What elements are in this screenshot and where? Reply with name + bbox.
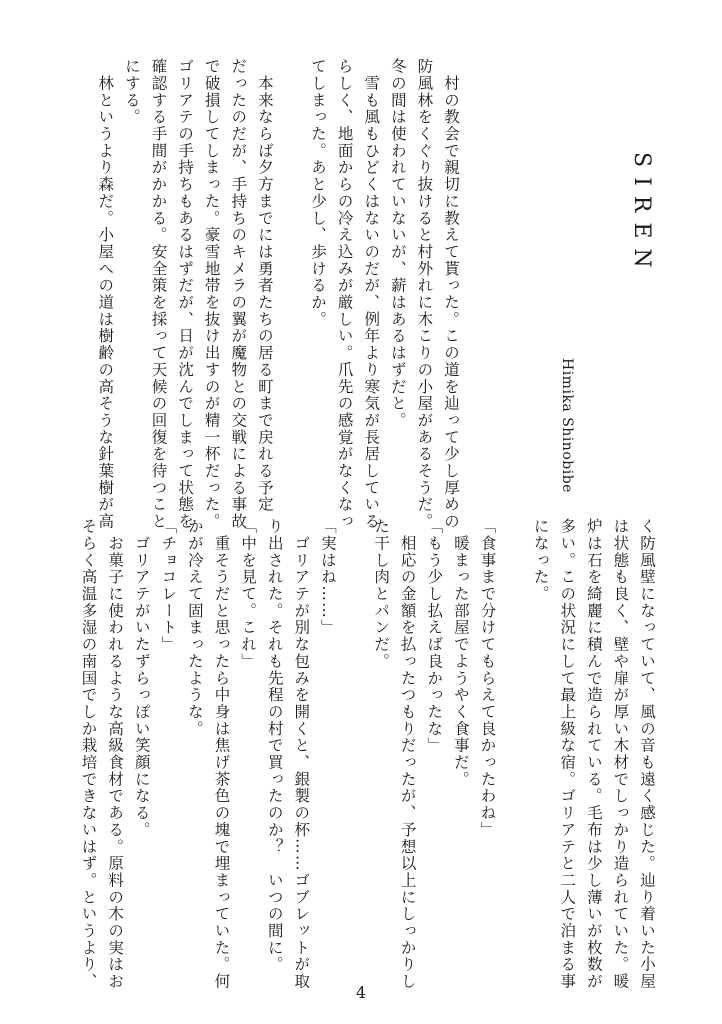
text-column: 「チョコレート」 — [159, 518, 178, 653]
text-column: く防風壁になっていて、風の音も遠く感じた。辿り着いた小屋 — [638, 518, 656, 990]
text-column: た干し肉とパンだ。 — [372, 518, 391, 670]
text-column: 確認する手間がかかる。安全策を採って天候の回復を待つこと — [149, 58, 168, 530]
text-column: 相応の金額を払ったつもりだったが、予想以上にしっかりし — [398, 518, 417, 990]
text-column — [341, 518, 368, 980]
text-column: になった。 — [531, 518, 550, 603]
text-column: 「中を見て。これ」 — [239, 518, 258, 670]
text-column: にする。 — [122, 58, 141, 126]
text-column: 暖まった部屋でようやく食事だ。 — [451, 518, 470, 788]
text-column: 多い。この状況にして最上級な宿。ゴリアテと二人で泊まる事 — [558, 518, 577, 990]
text-column: 「もう少し払えば良かったな」 — [425, 518, 444, 754]
text-column: 防風林をくぐり抜けると村外れに木こりの小屋があるそうだ。 — [415, 58, 434, 530]
page-number: 4 — [355, 983, 367, 1002]
text-column: 冬の間は使われていないが、薪はあるはずだと。 — [388, 58, 407, 429]
text-column: 炉は石を綺麗に積んで造られている。毛布は少し薄いが枚数が — [584, 518, 603, 990]
text-column: 重そうだと思ったら中身は焦げ茶色の塊で埋まっていた。何 — [212, 518, 231, 990]
text-column: そらく高温多湿の南国でしか栽培できないはず。というより、 — [79, 518, 98, 990]
text-column — [500, 518, 527, 980]
text-column: で破損してしまった。豪雪地帯を抜け出すのが精一杯だった。 — [202, 58, 221, 530]
author-name: Himika Shinobibe — [559, 358, 575, 493]
text-column: てしまった。あと少し、歩けるか。 — [309, 58, 328, 328]
text-column: ゴリアテが別な包みを開くと、銀製の杯……ゴブレットが取 — [292, 518, 311, 990]
text-column: らしく、地面からの冷え込みが厳しい。爪先の感覚がなくなっ — [335, 58, 354, 530]
text-block-bottom — [75, 518, 660, 990]
text-column: だったのだが、手持ちのキメラの翼が魔物との交戦による事故 — [229, 58, 248, 530]
text-column: 雪も風もひどくはないのだが、例年より寒気が長居している — [362, 58, 381, 530]
text-column: 村の教会で親切に教えて貰った。この道を辿って少し厚めの — [442, 58, 460, 530]
text-column: 林というより森だ。小屋への道は樹齢の高そうな針葉樹が高 — [96, 58, 115, 530]
text-column: ゴリアテがいたずらっぽい笑顔になる。 — [132, 518, 151, 839]
text-column — [278, 58, 305, 508]
text-column: は状態も良く、壁や扉が厚い木材でしっかり造られていた。暖 — [611, 518, 630, 990]
text-column: 「実はね……」 — [318, 518, 337, 636]
story-title: SIREN — [629, 152, 654, 278]
text-column: り出された。それも先程の村で買ったのか？ いつの間に。 — [265, 518, 284, 973]
text-column: ゴリアテの手持ちもあるはずだが、日が沈んでしまって状態を — [176, 58, 195, 530]
text-column: 本来ならば夕方までには勇者たちの居る町まで戻れる予定 — [255, 58, 274, 513]
text-column: かが冷えて固まったような。 — [185, 518, 204, 738]
text-block-top — [92, 58, 464, 530]
text-column: お菓子に使われるような高級食材である。原料の木の実はお — [106, 518, 125, 990]
text-column: 「食事まで分けてもらえて良かったわね」 — [478, 518, 497, 839]
